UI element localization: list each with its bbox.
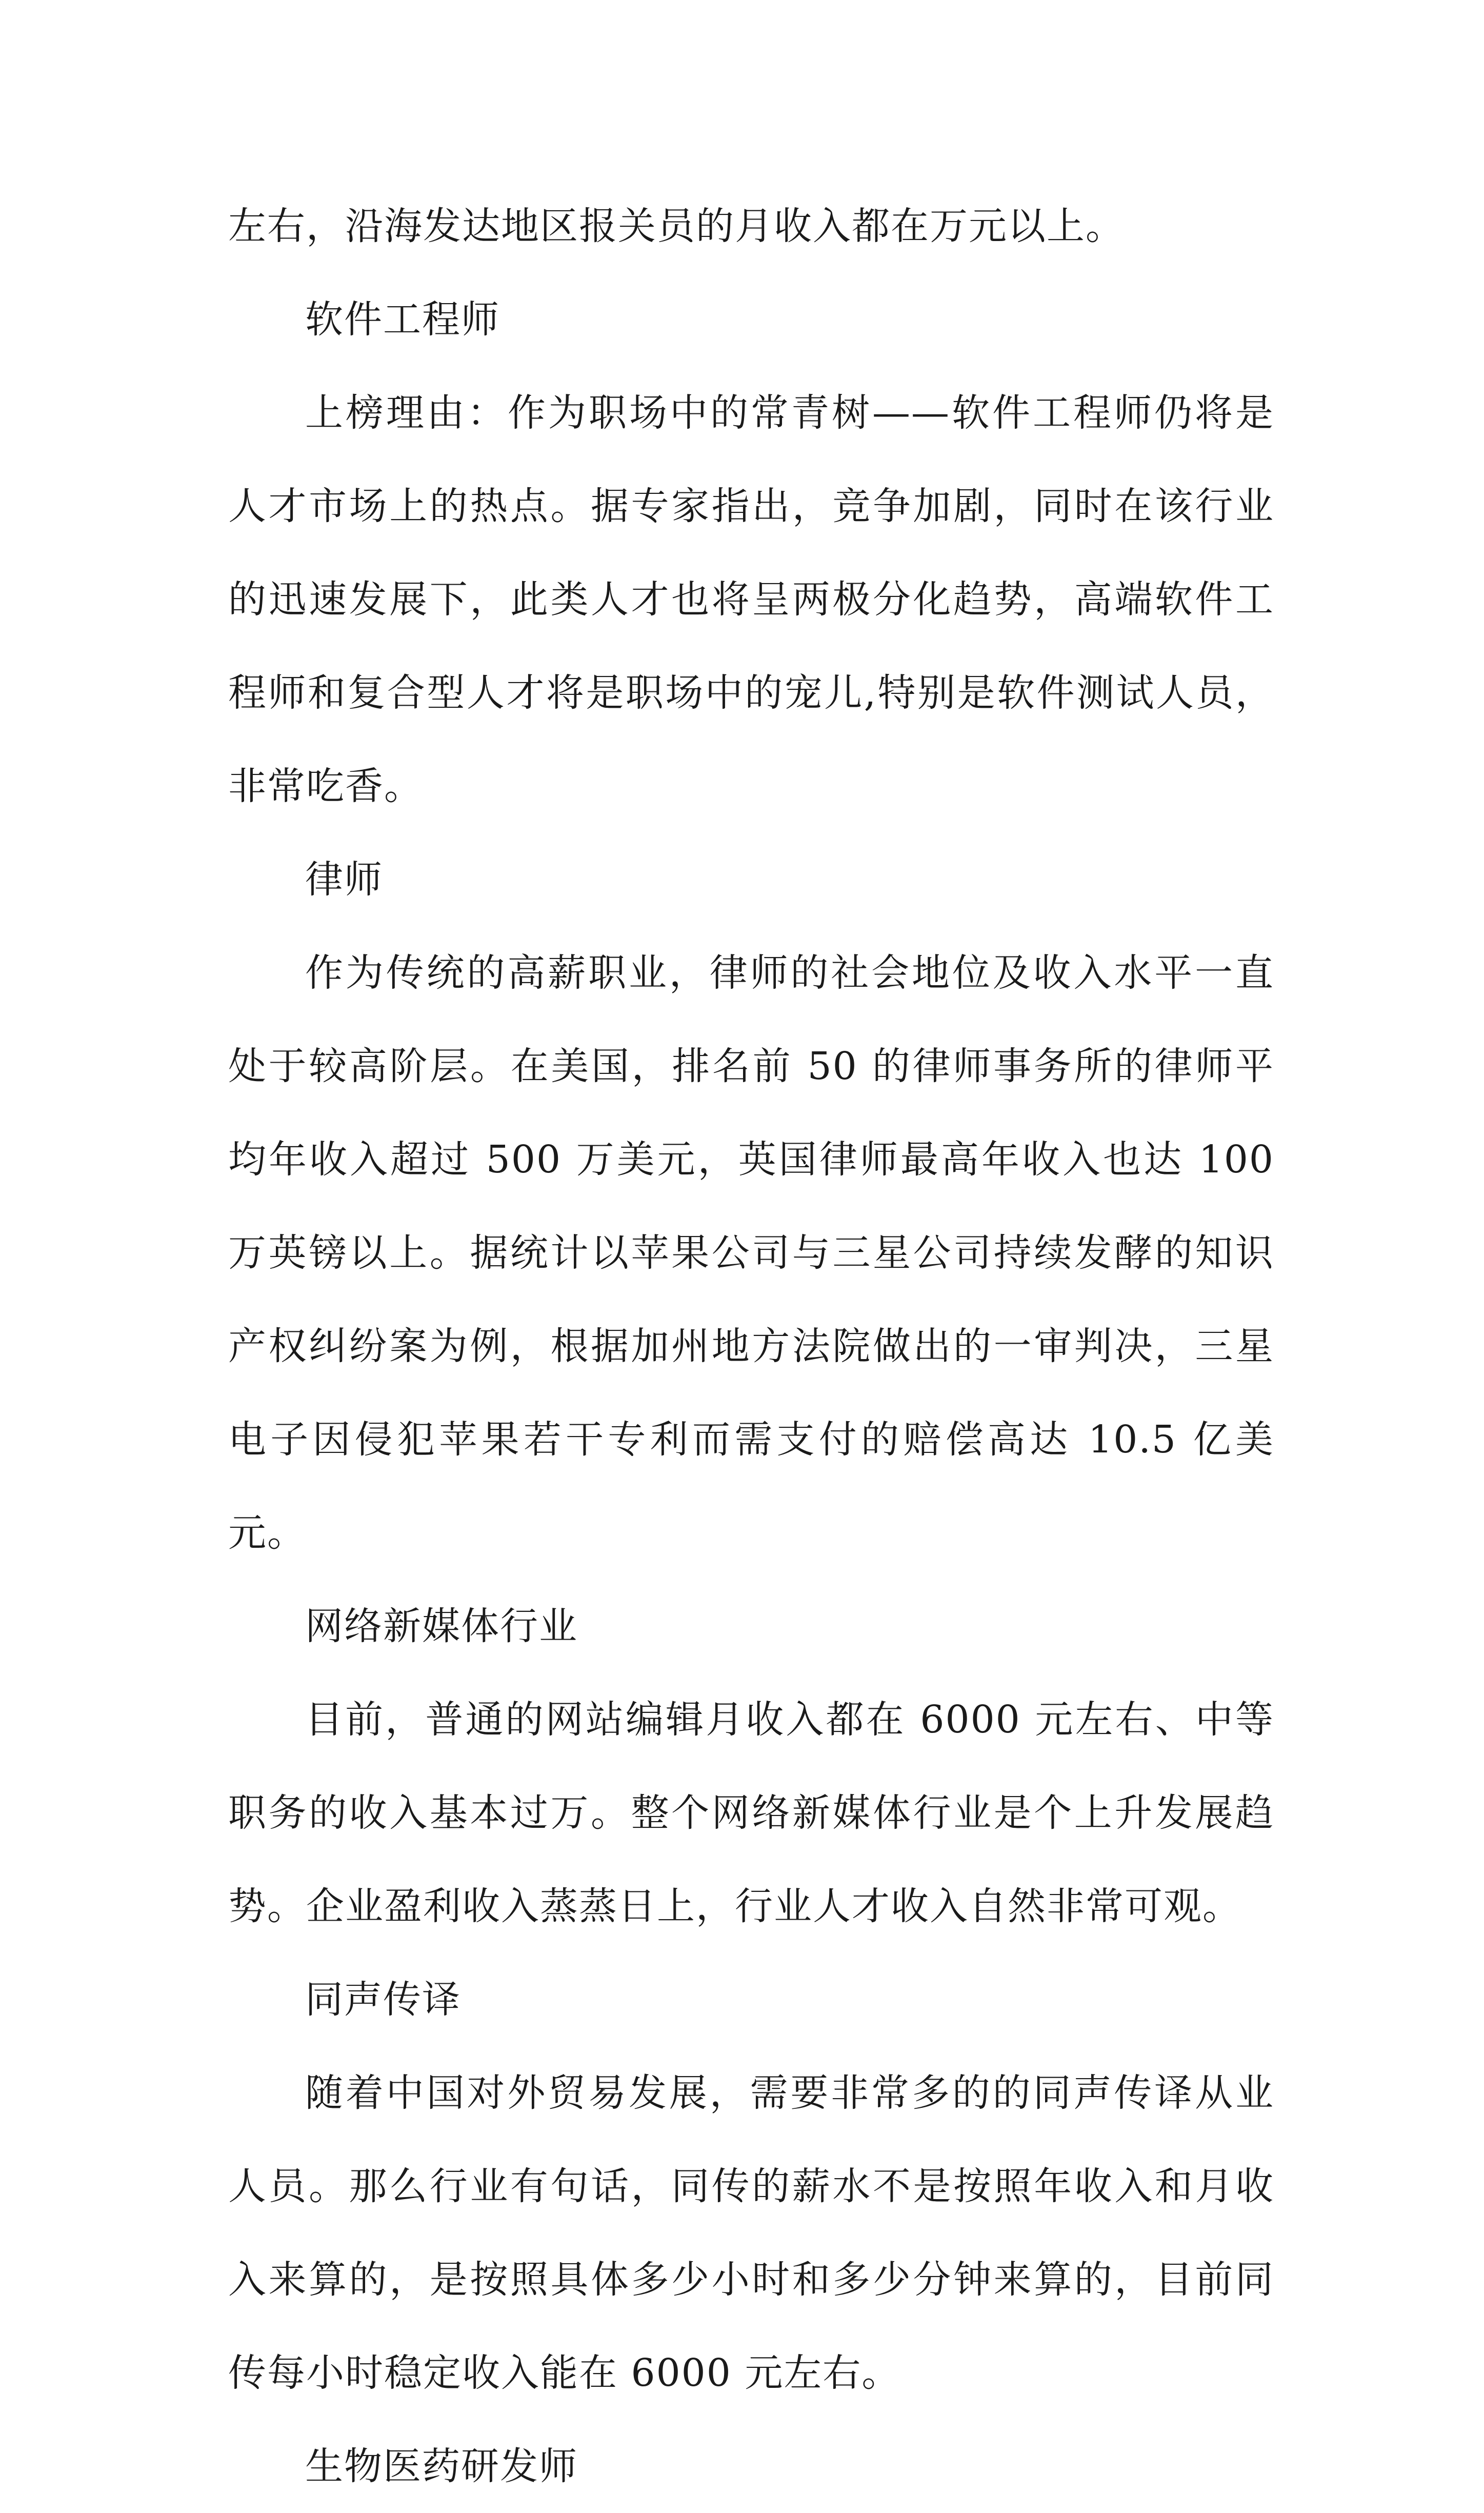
- document-body: [228, 180, 1274, 2513]
- section-heading-software-engineer: 软件工程师: [305, 297, 500, 342]
- section-heading-new-media: 网络新媒体行业: [305, 1604, 578, 1648]
- section-heading-interpreter: 同声传译: [305, 1978, 461, 2022]
- paragraph-new-media: 目前，普通的网站编辑月收入都在 6000 元左右、中等职务的收入基本过万。整个网络新媒体行业是个上升发展趋势。企业盈利收入蒸蒸日上，行业人才收入自然非常可观。: [228, 1698, 1274, 1928]
- section-heading-biomedical: 生物医药研发师: [305, 2444, 578, 2488]
- paragraph-interpreter: 随着中国对外贸易发展，需要非常多的的同声传译从业人员。那么行业有句话，同传的薪水不是按照年收入和月收入来算的，是按照具体多少小时和多少分钟来算的，目前同传每小时稳定收入能在 6000 元左右。: [228, 2071, 1274, 2395]
- paragraph-lawyer: 作为传统的高薪职业，律师的社会地位及收入水平一直处于较高阶层。在美国，排名前 50 的律师事务所的律师平均年收入超过 500 万美元，英国律师最高年收入也达 100 万英镑以上。据统计以苹果公司与三星公司持续发酵的知识产权纠纷案为例，根据加州地方法院做出的一审判决，三星电子因侵犯苹果若干专利而需支付的赔偿高达 10.5 亿美元。: [228, 951, 1274, 1555]
- paragraph-continued: 左右，沿海发达地区报关员的月收入都在万元以上。: [228, 204, 1125, 248]
- section-heading-lawyer: 律师: [305, 857, 383, 902]
- paragraph-software-engineer: 上榜理由：作为职场中的常青树——软件工程师仍将是人才市场上的热点。据专家指出，竞争加剧，同时在该行业的迅速发展下，此类人才也将呈两极分化趋势，高端软件工程师和复合型人才将是职场中的宠儿,特别是软件测试人员，非常吃香。: [228, 391, 1274, 808]
